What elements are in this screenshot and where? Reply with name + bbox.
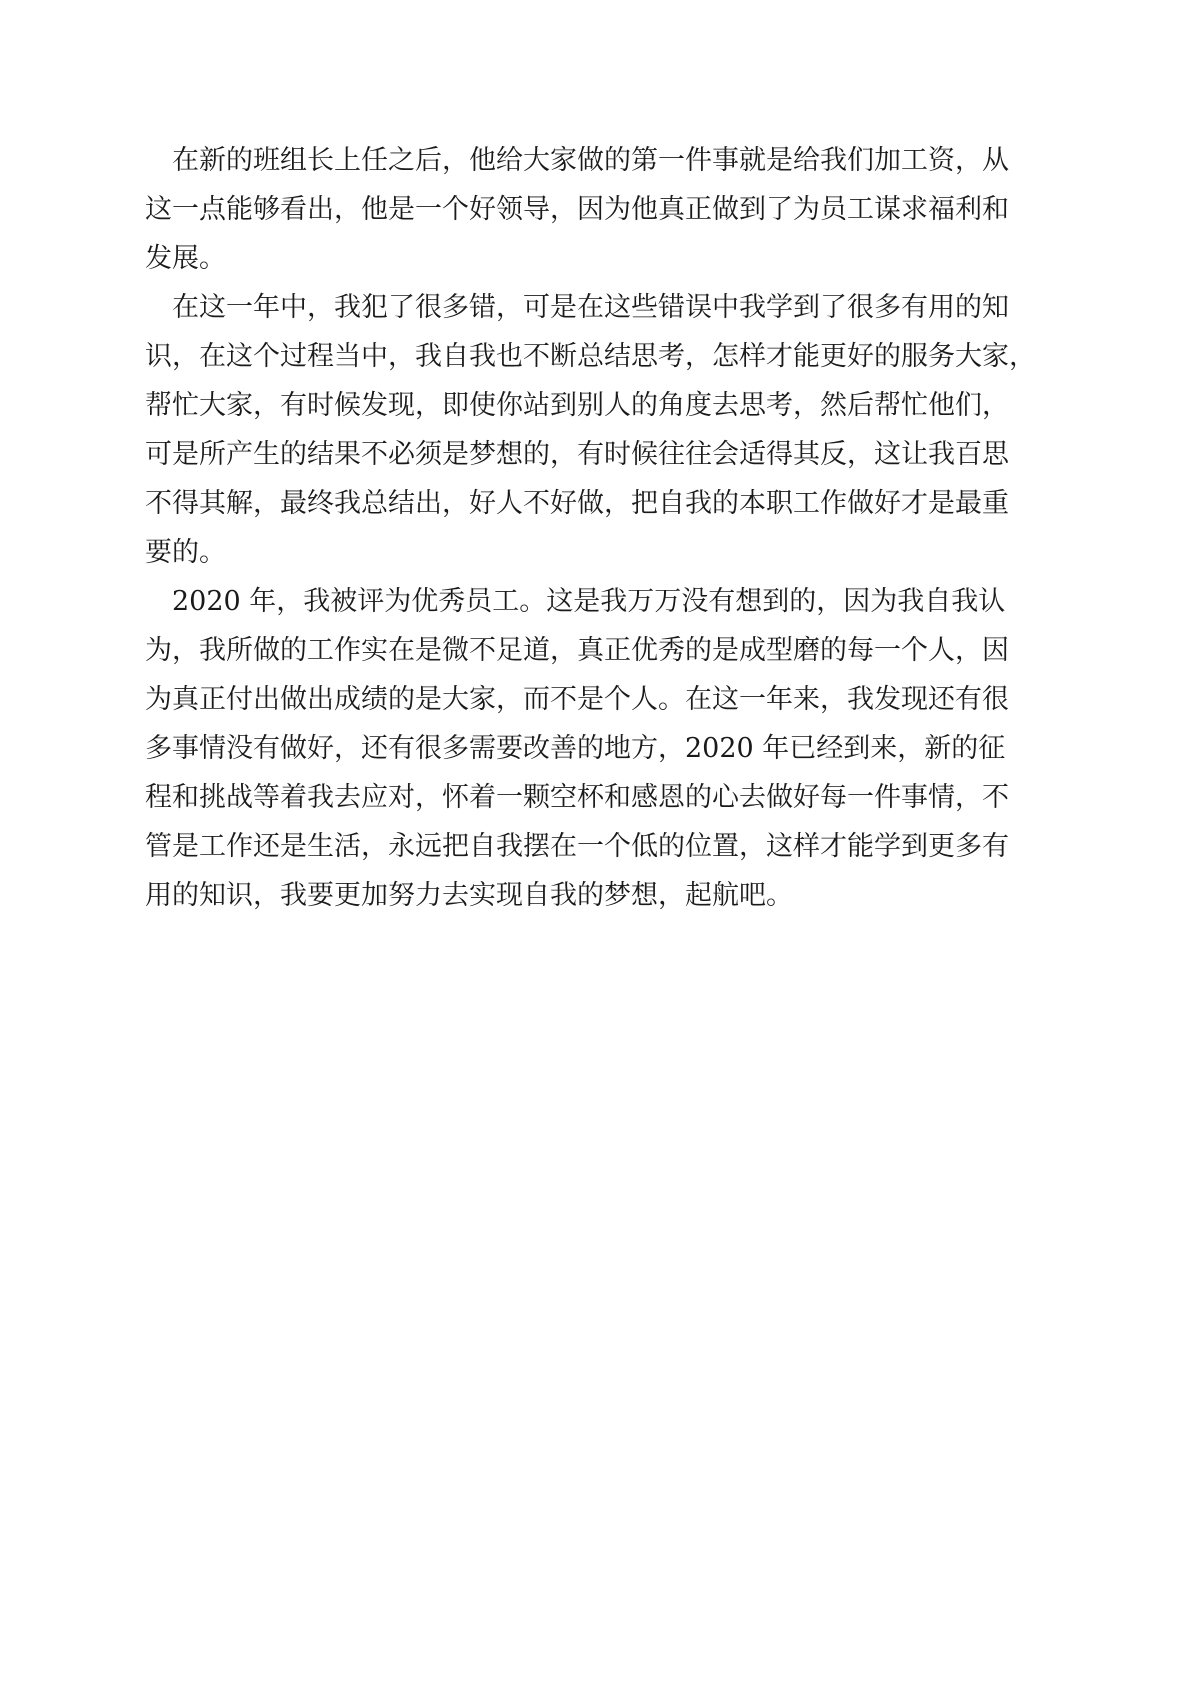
- paragraph-3-line-7: 用的知识，我要更加努力去实现自我的梦想，起航吧。: [145, 880, 793, 911]
- paragraph-1-line-1: 在新的班组长上任之后，他给大家做的第一件事就是给我们加工资，从: [172, 145, 1009, 176]
- paragraph-2-line-4: 可是所产生的结果不必须是梦想的，有时候往往会适得其反，这让我百思: [145, 439, 1009, 470]
- paragraph-2-line-5: 不得其解，最终我总结出，好人不好做，把自我的本职工作做好才是最重: [145, 488, 1009, 519]
- paragraph-2-line-6: 要的。: [145, 537, 226, 568]
- paragraph-2-line-1: 在这一年中，我犯了很多错，可是在这些错误中我学到了很多有用的知: [172, 292, 1009, 323]
- paragraph-1-line-2: 这一点能够看出，他是一个好领导，因为他真正做到了为员工谋求福利和: [145, 194, 1009, 225]
- paragraph-3-line-5: 程和挑战等着我去应对，怀着一颗空杯和感恩的心去做好每一件事情，不: [145, 782, 1009, 813]
- paragraph-3-line-1: 2020 年，我被评为优秀员工。这是我万万没有想到的，因为我自我认: [172, 586, 1006, 617]
- paragraph-3-line-6: 管是工作还是生活，永远把自我摆在一个低的位置，这样才能学到更多有: [145, 831, 1009, 862]
- paragraph-2-line-3: 帮忙大家，有时候发现，即使你站到别人的角度去思考，然后帮忙他们，: [145, 390, 1009, 421]
- paragraph-3-line-2: 为，我所做的工作实在是微不足道，真正优秀的是成型磨的每一个人，因: [145, 635, 1009, 666]
- paragraph-3-line-3: 为真正付出做出成绩的是大家，而不是个人。在这一年来，我发现还有很: [145, 684, 1009, 715]
- paragraph-1-line-3: 发展。: [145, 243, 226, 274]
- paragraph-2-line-2: 识，在这个过程当中，我自我也不断总结思考，怎样才能更好的服务大家，: [145, 341, 1036, 372]
- document-body: [145, 136, 1085, 920]
- paragraph-3-line-4: 多事情没有做好，还有很多需要改善的地方，2020 年已经到来，新的征: [145, 733, 1006, 764]
